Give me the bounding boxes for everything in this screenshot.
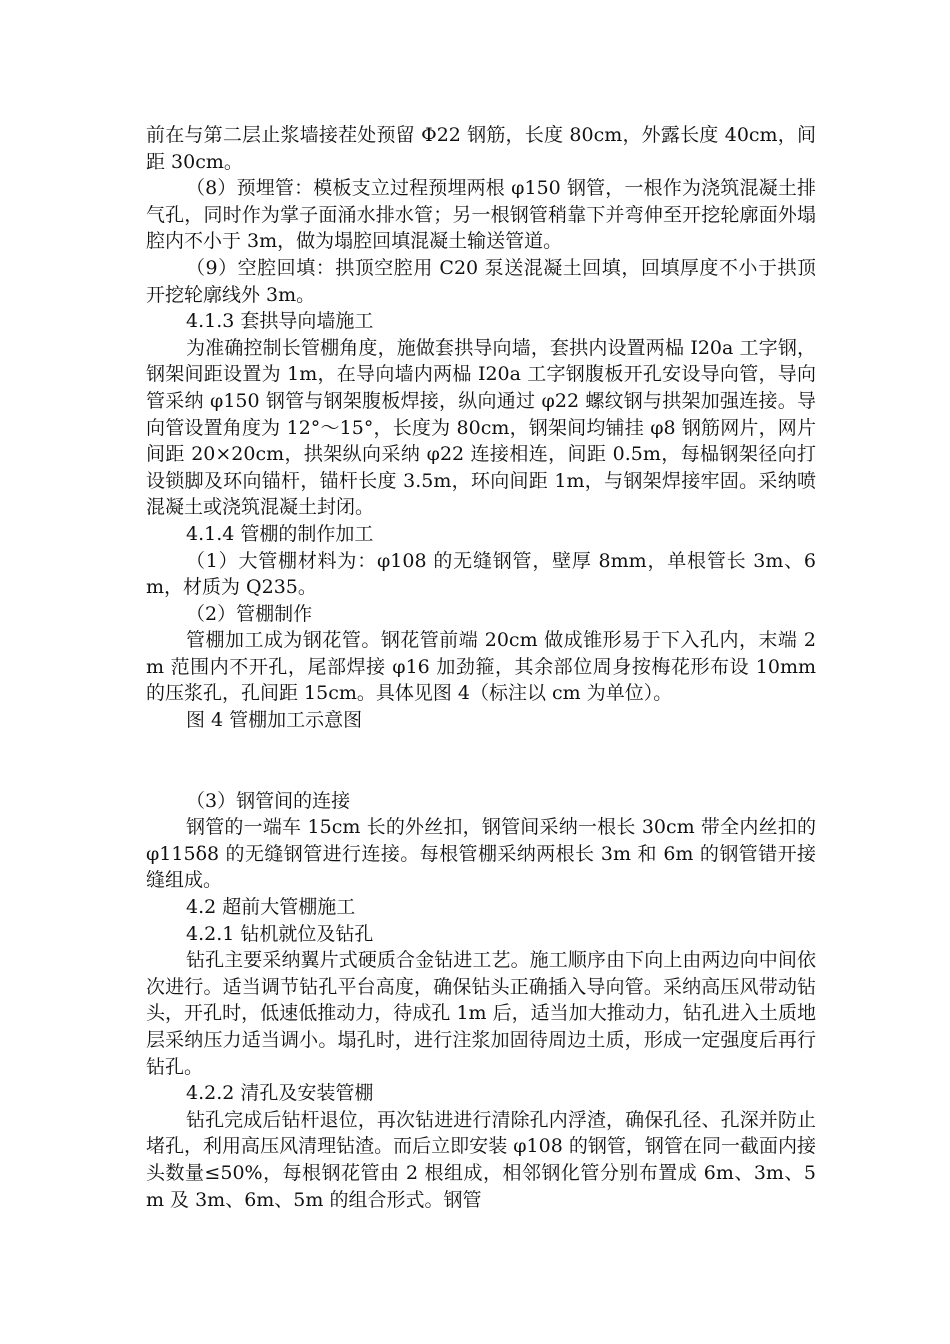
section-heading-4-1-3: 4.1.3 套拱导向墙施工 — [186, 310, 374, 333]
paragraph-guide-wall: 为准确控制长管棚角度，施做套拱导向墙，套拱内设置两榀 I20a 工字钢，钢架间距设置为 1m，在导向墙内两榀 I20a 工字钢腹板开孔安设导向管，导向管采纳 φ150 钢管与钢架腹板焊接，纵向通过 φ22 螺纹钢与拱架加强连接。导向管设置角度为 12°～15°，长度为 80cm，钢架间均铺挂 φ8 钢筋网片，网片间距 20×20cm，拱架纵向采纳 φ22 连接相连，间距 0.5m，每榀钢架径向打设锁脚及环向锚杆，锚杆长度 3.5m，环向间距 1m，与钢架焊接牢固。采纳喷混凝土或浇筑混凝土封闭。 — [146, 336, 816, 519]
section-heading-4-2: 4.2 超前大管棚施工 — [186, 896, 356, 919]
paragraph-pipe-material: （1）大管棚材料为：φ108 的无缝钢管，壁厚 8mm，单根管长 3m、6m，材质为 Q235。 — [146, 549, 816, 599]
paragraph-pipe-connection-title: （3）钢管间的连接 — [186, 789, 351, 812]
paragraph-rebar-reserve: 前在与第二层止浆墙接茬处预留 Φ22 钢筋，长度 80cm，外露长度 40cm，间距 30cm。 — [146, 124, 816, 173]
figure-placeholder-space — [146, 734, 816, 788]
paragraph-cavity-backfill: （9）空腔回填：拱顶空腔用 C20 泵送混凝土回填，回填厚度不小于拱顶开挖轮廓线外 3m。 — [146, 256, 816, 306]
section-heading-4-1-4: 4.1.4 管棚的制作加工 — [186, 522, 374, 545]
paragraph-embedded-pipe: （8）预埋管：模板支立过程预埋两根 φ150 钢管，一根作为浇筑混凝土排气孔，同时作为掌子面涌水排水管；另一根钢管稍靠下并弯伸至开挖轮廓面外塌腔内不小于 3m，做为塌腔回填混凝土输送管道。 — [146, 177, 816, 253]
paragraph-pipe-connection: 钢管的一端车 15cm 长的外丝扣，钢管间采纳一根长 30cm 带全内丝扣的 φ115δ8 的无缝钢管进行连接。每根管棚采纳两根长 3m 和 6m 的钢管错开接缝组成。 — [146, 816, 816, 892]
paragraph-pipe-fabrication: 管棚加工成为钢花管。钢花管前端 20cm 做成锥形易于下入孔内，末端 2m 范围内不开孔，尾部焊接 φ16 加劲箍，其余部位周身按梅花形布设 10mm 的压浆孔，孔间距 15cm。具体见图 4（标注以 cm 为单位）。 — [146, 629, 816, 705]
paragraph-pipe-fabrication-title: （2）管棚制作 — [186, 602, 313, 625]
paragraph-cleaning-install: 钻孔完成后钻杆退位，再次钻进进行清除孔内浮渣，确保孔径、孔深并防止堵孔，利用高压风清理钻渣。而后立即安装 φ108 的钢管，钢管在同一截面内接头数量≤50%，每根钢花管由 2 根组成，相邻钢化管分别布置成 6m、3m、5m 及 3m、6m、5m 的组合形式。钢管 — [146, 1108, 816, 1211]
figure-caption: 图 4 管棚加工示意图 — [186, 709, 363, 732]
paragraph-drilling: 钻孔主要采纳翼片式硬质合金钻进工艺。施工顺序由下向上由两边向中间依次进行。适当调节钻孔平台高度，确保钻头正确插入导向管。采纳高压风带动钻头，开孔时，低速低推动力，待成孔 1m 后，适当加大推动力，钻孔进入土质地层采纳压力适当调小。塌孔时，进行注浆加固待周边土质，形成一定强度后再行钻孔。 — [146, 949, 816, 1078]
section-heading-4-2-2: 4.2.2 清孔及安装管棚 — [186, 1082, 374, 1105]
document-body — [146, 122, 816, 1213]
section-heading-4-2-1: 4.2.1 钻机就位及钻孔 — [186, 922, 374, 945]
